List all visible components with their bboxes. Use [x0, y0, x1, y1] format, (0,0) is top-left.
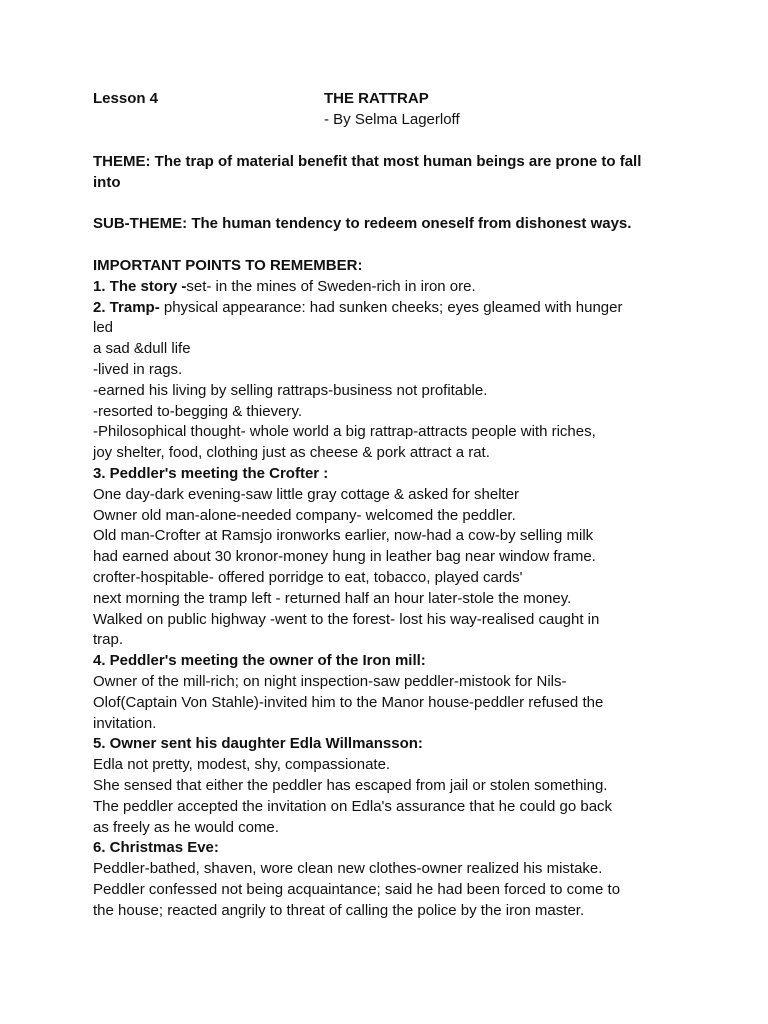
point-3-line: Walked on public highway -went to the forest- lost his way-realised caught in	[93, 610, 600, 628]
spacer	[93, 194, 713, 215]
points-heading: IMPORTANT POINTS TO REMEMBER:	[93, 256, 363, 274]
point-2-line: -Philosophical thought- whole world a big rattrap-attracts people with riches,	[93, 423, 596, 441]
lesson-label: Lesson 4	[93, 90, 159, 107]
point-3-line: next morning the tramp left - returned half an hour later-stole the money.	[93, 589, 572, 607]
point-2-line	[93, 298, 713, 319]
document-body	[93, 152, 713, 921]
theme-line-2: into	[93, 173, 121, 191]
point-2-line: -earned his living by selling rattraps-business not profitable.	[93, 381, 488, 399]
document-title: THE RATTRAP	[324, 90, 429, 107]
point-5-heading: 5. Owner sent his daughter Edla Willmansson:	[93, 735, 423, 753]
point-3-heading: 3. Peddler's meeting the Crofter :	[93, 464, 329, 482]
point-4-line: invitation.	[93, 714, 157, 732]
point-4-heading: 4. Peddler's meeting the owner of the Iron mill:	[93, 652, 426, 670]
point-6-line: the house; reacted angrily to threat of calling the police by the iron master.	[93, 901, 585, 919]
point-2-line: a sad &dull life	[93, 340, 191, 358]
point-3-line: crofter-hospitable- offered porridge to eat, tobacco, played cards'	[93, 568, 523, 586]
point-5-line: The peddler accepted the invitation on Edla's assurance that he could go back	[93, 797, 613, 815]
point-4-line: Owner of the mill-rich; on night inspection-saw peddler-mistook for Nils-	[93, 672, 567, 690]
header-row	[93, 90, 713, 111]
point-3-line: One day-dark evening-saw little gray cottage & asked for shelter	[93, 485, 520, 503]
spacer	[93, 235, 713, 256]
point-4-line: Olof(Captain Von Stahle)-invited him to the Manor house-peddler refused the	[93, 693, 604, 711]
point-2-line: -resorted to-begging & thievery.	[93, 402, 302, 420]
point-2-line: joy shelter, food, clothing just as cheese & pork attract a rat.	[93, 444, 490, 462]
point-2-text: physical appearance: had sunken cheeks; eyes gleamed with hunger	[159, 298, 623, 316]
point-2-label: 2. Tramp-	[93, 298, 160, 316]
sub-theme: SUB-THEME: The human tendency to redeem oneself from dishonest ways.	[93, 215, 632, 233]
point-1-text: set- in the mines of Sweden-rich in iron ore.	[186, 277, 476, 295]
point-6-heading: 6. Christmas Eve:	[93, 839, 219, 857]
point-3-line: trap.	[93, 631, 124, 649]
point-3-line: Owner old man-alone-needed company- welcomed the peddler.	[93, 506, 516, 524]
point-1-label: 1. The story -	[93, 277, 187, 295]
point-3-line: Old man-Crofter at Ramsjo ironworks earlier, now-had a cow-by selling milk	[93, 527, 594, 545]
author-line: - By Selma Lagerloff	[324, 111, 460, 128]
point-5-line: Edla not pretty, modest, shy, compassionate.	[93, 756, 391, 774]
point-5-line: as freely as he would come.	[93, 818, 279, 836]
point-3-line: had earned about 30 kronor-money hung in leather bag near window frame.	[93, 548, 596, 566]
point-2-line: led	[93, 319, 114, 337]
point-2-line: -lived in rags.	[93, 360, 183, 378]
point-6-line: Peddler confessed not being acquaintance; said he had been forced to come to	[93, 880, 621, 898]
point-6-line: Peddler-bathed, shaven, wore clean new clothes-owner realized his mistake.	[93, 860, 603, 878]
point-5-line: She sensed that either the peddler has escaped from jail or stolen something.	[93, 776, 608, 794]
point-1	[93, 277, 713, 298]
theme-line-1: THEME: The trap of material benefit that most human beings are prone to fall	[93, 153, 642, 170]
